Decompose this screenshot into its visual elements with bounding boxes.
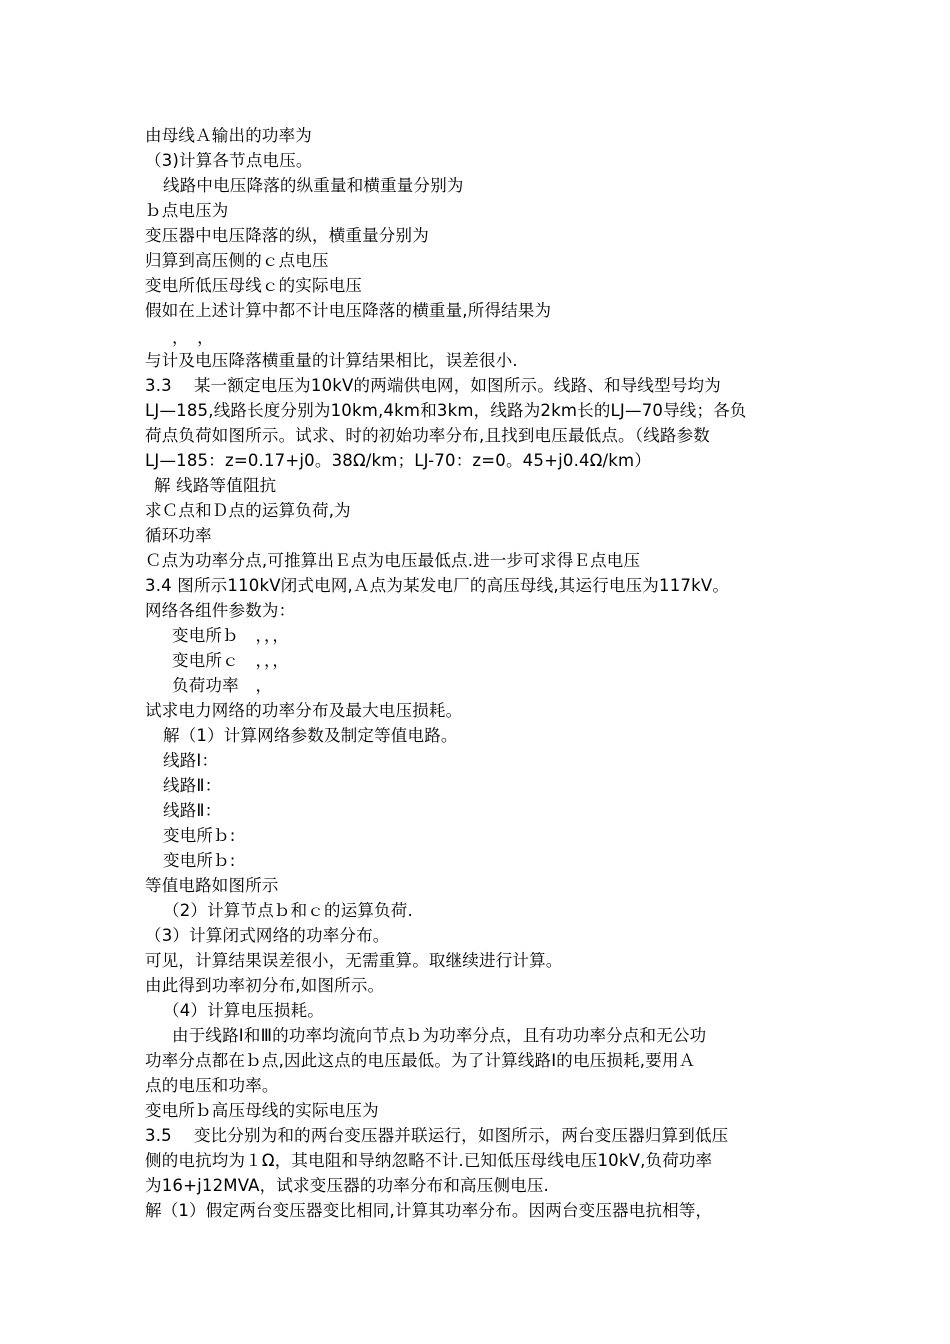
text-line: 网络各组件参数为：: [145, 601, 296, 620]
text-line: 假如在上述计算中都不计电压降落的横重量,所得结果为: [145, 301, 552, 320]
text-line: 线路中电压降落的纵重量和横重量分别为: [163, 176, 464, 195]
text-line: 求Ｃ点和Ｄ点的运算负荷,为: [145, 501, 351, 520]
text-line: 为16+j12MVA，试求变压器的功率分布和高压侧电压.: [145, 1176, 550, 1195]
text-line: LJ—185：z=0.17+j0。38Ω/km；LJ-70：z=0。45+j0.4Ω/km）: [145, 451, 652, 470]
text-line: 变电所ｂ:: [163, 826, 236, 845]
text-line: 3.5 变比分别为和的两台变压器并联运行，如图所示，两台变压器归算到低压: [145, 1126, 729, 1145]
text-line: LJ—185,线路长度分别为10km,4km和3km，线路为2km长的LJ—70导线；各负: [145, 401, 747, 420]
text-line: 由母线Ａ输出的功率为: [145, 126, 312, 145]
text-line: 变电所ｂ高压母线的实际电压为: [145, 1101, 379, 1120]
text-line: 试求电力网络的功率分布及最大电压损耗。: [145, 701, 463, 720]
text-line: 变电所ｂ ，，，: [172, 626, 290, 645]
text-line: 与计及电压降落横重量的计算结果相比，误差很小.: [145, 351, 518, 370]
text-line: 功率分点都在ｂ点,因此这点的电压最低。为了计算线路Ⅰ的电压损耗,要用Ａ: [145, 1051, 696, 1070]
text-line: 变电所低压母线ｃ的实际电压: [145, 276, 363, 295]
text-line: 荷点负荷如图所示。试求、时的初始功率分布,且找到电压最低点。（线路参数: [145, 426, 710, 445]
text-line: 归算到高压侧的ｃ点电压: [145, 251, 329, 270]
text-line: 3.4 图所示110kV闭式电网,Ａ点为某发电厂的高压母线,其运行电压为117kV。: [145, 576, 730, 595]
text-line: 3.3 某一额定电压为10kV的两端供电网，如图所示。线路、和导线型号均为: [145, 376, 721, 395]
text-line: ｂ点电压为: [145, 201, 229, 220]
text-line: （3)计算各节点电压。: [145, 151, 313, 170]
text-line: （4）计算电压损耗。: [163, 1001, 324, 1020]
text-line: 等值电路如图所示: [145, 876, 279, 895]
text-line: 变电所ｂ:: [163, 851, 236, 870]
text-line: （2）计算节点ｂ和ｃ的运算负荷.: [163, 901, 413, 920]
text-line: 可见，计算结果误差很小，无需重算。取继续进行计算。: [145, 951, 563, 970]
text-line: 解（1）假定两台变压器变比相同,计算其功率分布。因两台变压器电抗相等，: [145, 1201, 713, 1220]
text-line: ， ，: [172, 328, 214, 347]
text-line: 变压器中电压降落的纵，横重量分别为: [145, 226, 429, 245]
text-line: 解（1）计算网络参数及制定等值电路。: [163, 726, 458, 745]
text-line: 由此得到功率初分布,如图所示。: [145, 976, 385, 995]
text-line: 点的电压和功率。: [145, 1076, 279, 1095]
text-line: 解 线路等值阻抗: [154, 476, 277, 495]
text-line: 侧的电抗均为１Ω，其电阻和导纳忽略不计.已知低压母线电压10kV,负荷功率: [145, 1151, 713, 1170]
text-line: 负荷功率 ，: [172, 676, 273, 695]
text-line: 循环功率: [145, 526, 212, 545]
text-line: 由于线路Ⅰ和Ⅲ的功率均流向节点ｂ为功率分点，且有功功率分点和无公功: [172, 1026, 707, 1045]
text-line: 线路Ⅱ：: [163, 776, 222, 795]
text-line: 变电所ｃ ，，，: [172, 651, 290, 670]
text-line: Ｃ点为功率分点,可推算出Ｅ点为电压最低点.进一步可求得Ｅ点电压: [145, 551, 641, 570]
text-line: 线路Ⅰ：: [163, 751, 219, 770]
text-line: （3）计算闭式网络的功率分布。: [145, 926, 390, 945]
text-line: 线路Ⅱ：: [163, 801, 222, 820]
